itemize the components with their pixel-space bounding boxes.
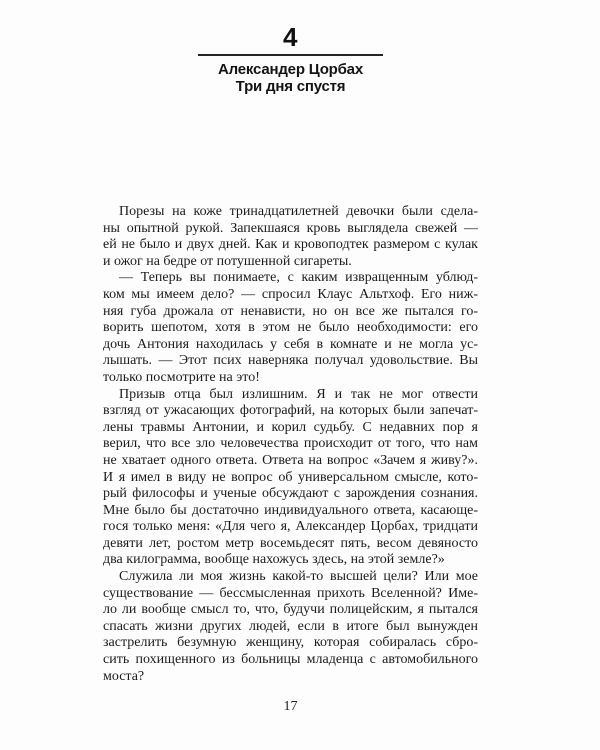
text-line: ей не было и двух дней. Как и кровоподтек размером с кулак xyxy=(103,237,478,253)
text-line: верил, что все зло человечества происходит от того, что нам xyxy=(103,436,478,452)
text-line: моста? xyxy=(103,668,145,684)
paragraph xyxy=(103,270,478,386)
body-text xyxy=(103,204,478,685)
paragraph xyxy=(103,387,478,570)
text-line: сить похищенного из больницы младенца с автомобильного xyxy=(103,652,478,668)
text-line: рый философы и ученые обсуждают с зарождения сознания. xyxy=(103,486,478,502)
text-line: существование — бессмысленная прихоть Вселенной? Име- xyxy=(103,585,478,601)
chapter-author: Александер Цорбах xyxy=(218,61,363,78)
text-line: Порезы на коже тринадцатилетней девочки были сдела- xyxy=(119,204,478,219)
text-line: взгляд от ужасающих фотографий, на которых были запечат- xyxy=(103,403,478,419)
chapter-number: 4 xyxy=(283,22,298,52)
text-line: няя губа дрожала от ненависти, но он все же пытался го- xyxy=(103,303,478,319)
text-line: ворить шепотом, хотя в этом не было необходимости: его xyxy=(103,320,478,336)
paragraph xyxy=(103,569,478,685)
text-line: Служила ли моя жизнь какой-то высшей цели? Или мое xyxy=(119,569,478,585)
text-line: спасать жизни других людей, если в итоге был вынужден xyxy=(103,618,478,634)
text-line: два килограмма, вообще нахожусь здесь, на этой земле?» xyxy=(103,552,445,568)
text-line: дочь Антония находилась у себя в комнате и не могла ус- xyxy=(103,336,478,352)
page-number: 17 xyxy=(283,699,298,714)
text-line: застрелить безумную женщину, которая собиралась сбро- xyxy=(103,635,478,651)
text-line: ком мы имеем дело? — спросил Клаус Альтхоф. Его ниж- xyxy=(103,286,478,302)
paragraph xyxy=(103,204,478,270)
text-line: девяти лет, ростом метр восемьдесят пять, весом девяносто xyxy=(103,535,478,551)
text-line: И я имел в виду не вопрос об универсальном смысле, кото- xyxy=(103,469,478,485)
text-line: — Теперь вы понимаете, с каким извращенным ублюд- xyxy=(119,270,478,286)
text-line: Мне было бы достаточно индивидуального ответа, касающе- xyxy=(103,502,478,518)
text-line: Призыв отца был излишним. Я и так не мог отвести xyxy=(119,386,478,402)
text-line: ны опытной рукой. Запекшаяся кровь выглядела свежей — xyxy=(103,220,478,236)
text-line: лены травмы Антонии, и корил судьбу. С недавних пор я xyxy=(103,419,478,435)
text-line: только посмотрите на это! xyxy=(103,369,260,385)
text-line: гося только меня: «Для чего я, Александер Цорбах, тридцати xyxy=(103,519,478,535)
chapter-subtitle: Три дня спустя xyxy=(235,78,346,95)
text-line: лышать. — Этот псих наверняка получал удовольствие. Вы xyxy=(103,353,478,369)
text-line: ло ли вообще смысл то, что, будучи полицейским, я пытался xyxy=(103,602,478,618)
text-line: и ожог на бедре от потушенной сигареты. xyxy=(103,253,352,269)
chapter-divider-line xyxy=(198,54,383,56)
text-line: не хватает одного ответа. Ответа на вопрос «Зачем я живу?». xyxy=(103,452,478,468)
